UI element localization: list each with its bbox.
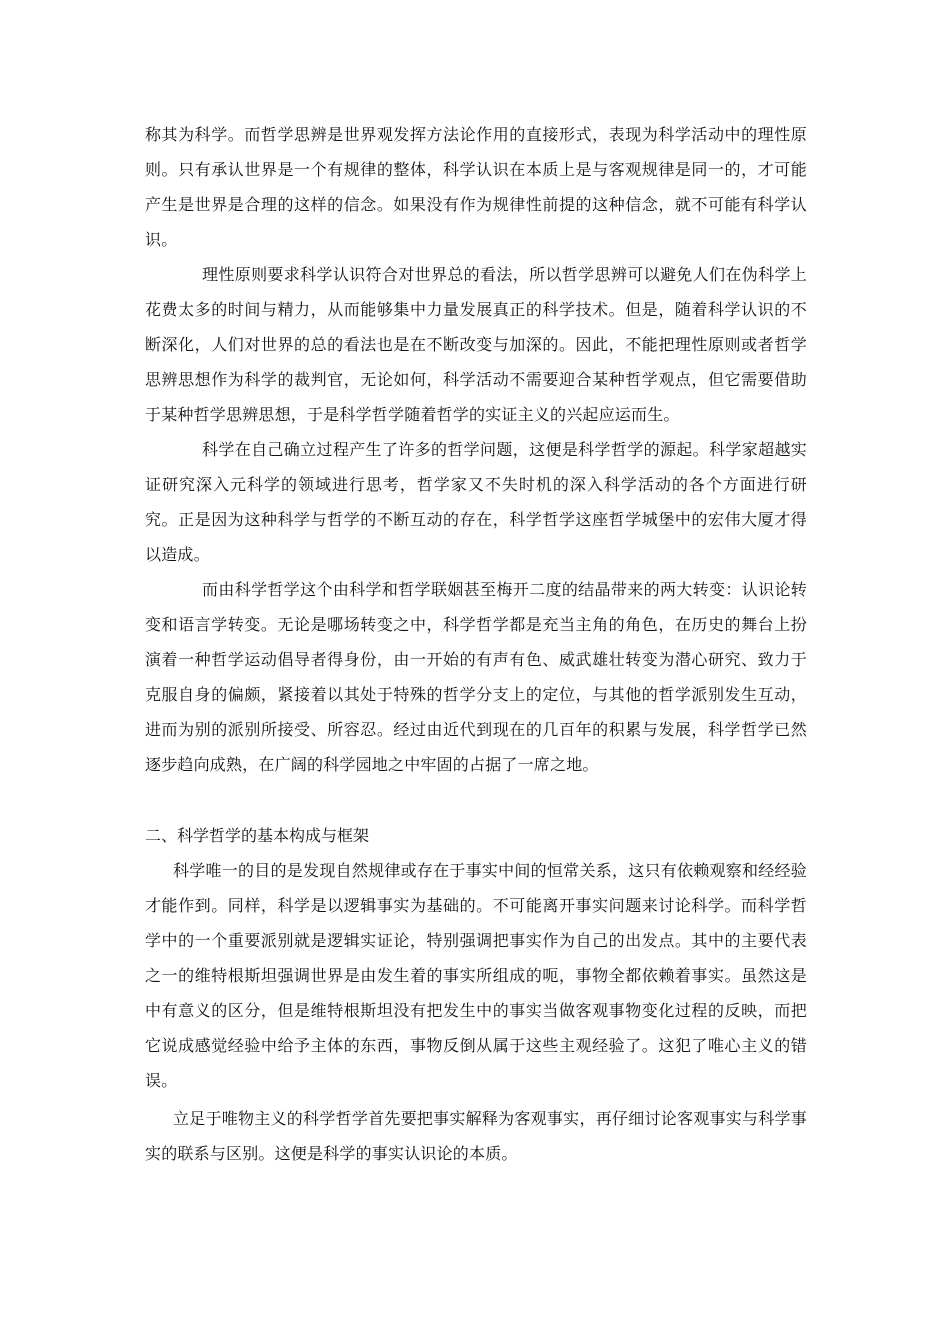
section-heading: 二、科学哲学的基本构成与框架 xyxy=(145,826,370,845)
section-paragraph-2: 立足于唯物主义的科学哲学首先要把事实解释为客观事实，再仔细讨论客观事实与科学事实的联系与区别。这便是科学的事实认识论的本质。 xyxy=(145,1109,807,1163)
paragraph-2: 理性原则要求科学认识符合对世界总的看法，所以哲学思辨可以避免人们在伪科学上花费太多的时间与精力，从而能够集中力量发展真正的科学技术。但是，随着科学认识的不断深化，人们对世界的总的看法也是在不断改变与加深的。因此，不能把理性原则或者哲学思辨思想作为科学的裁判官，无论如何，科学活动不需要迎合某种哲学观点，但它需要借助于某种哲学思辨思想，于是科学哲学随着哲学的实证主义的兴起应运而生。 xyxy=(145,265,807,424)
document-page xyxy=(145,117,807,1171)
paragraph-4: 而由科学哲学这个由科学和哲学联姻甚至梅开二度的结晶带来的两大转变：认识论转变和语言学转变。无论是哪场转变之中，科学哲学都是充当主角的角色，在历史的舞台上扮演着一种哲学运动倡导者得身份，由一开始的有声有色、威武雄壮转变为潜心研究、致力于克服自身的偏颇，紧接着以其处于特殊的哲学分支上的定位，与其他的哲学派别发生互动，进而为别的派别所接受、所容忍。经过由近代到现在的几百年的积累与发展，科学哲学已然逐步趋向成熟，在广阔的科学园地之中牢固的占据了一席之地。 xyxy=(145,580,807,774)
paragraph-3: 科学在自己确立过程产生了许多的哲学问题，这便是科学哲学的源起。科学家超越实证研究深入元科学的领域进行思考，哲学家又不失时机的深入科学活动的各个方面进行研究。正是因为这种科学与哲学的不断互动的存在，科学哲学这座哲学城堡中的宏伟大厦才得以造成。 xyxy=(145,440,807,564)
paragraph-1: 称其为科学。而哲学思辨是世界观发挥方法论作用的直接形式，表现为科学活动中的理性原则。只有承认世界是一个有规律的整体，科学认识在本质上是与客观规律是同一的，才可能产生是世界是合理的这样的信念。如果没有作为规律性前提的这种信念，就不可能有科学认识。 xyxy=(145,125,807,249)
section-paragraph-1: 科学唯一的目的是发现自然规律或存在于事实中间的恒常关系，这只有依赖观察和经经验才能作到。同样，科学是以逻辑事实为基础的。不可能离开事实问题来讨论科学。而科学哲学中的一个重要派别就是逻辑实证论，特别强调把事实作为自己的出发点。其中的主要代表之一的维特根斯坦强调世界是由发生着的事实所组成的呃，事物全都依赖着事实。虽然这是中有意义的区分，但是维特根斯坦没有把发生中的事实当做客观事物变化过程的反映，而把它说成感觉经验中给予主体的东西，事物反倒从属于这些主观经验了。这犯了唯心主义的错误。 xyxy=(145,861,807,1090)
section-spacer xyxy=(145,782,807,818)
section-two xyxy=(145,818,807,1171)
